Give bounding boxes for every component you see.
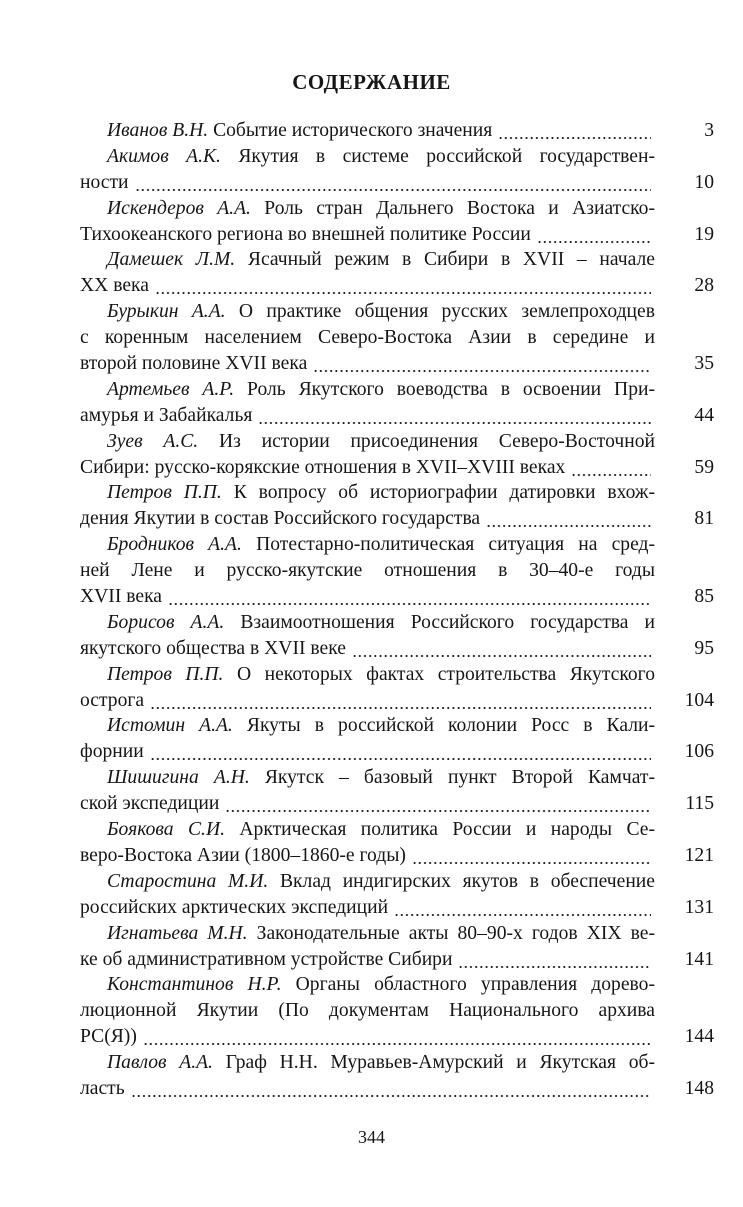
toc-text-body bbox=[107, 974, 655, 995]
toc-line bbox=[80, 170, 714, 196]
toc-line-text bbox=[80, 1050, 655, 1076]
toc-line bbox=[80, 429, 714, 455]
author-name: Искендеров А.А. bbox=[107, 197, 251, 219]
author-name: Петров П.П. bbox=[107, 482, 222, 504]
toc-line-text bbox=[80, 170, 655, 196]
toc-entry bbox=[80, 377, 714, 429]
page-column-spacer bbox=[655, 1050, 714, 1076]
toc-line-text bbox=[80, 713, 655, 739]
toc-entry bbox=[80, 144, 714, 196]
toc-text-body bbox=[80, 843, 406, 869]
toc-text-body bbox=[107, 664, 655, 685]
entry-page-number: 104 bbox=[684, 689, 714, 711]
toc-line-text bbox=[80, 351, 655, 377]
page-column-spacer bbox=[655, 299, 714, 325]
toc-entry bbox=[80, 713, 714, 765]
toc-text-body bbox=[80, 273, 149, 299]
entry-page-number: 95 bbox=[694, 637, 714, 659]
toc-line bbox=[80, 506, 714, 532]
entry-title-text: второй половине XVII века bbox=[80, 353, 308, 375]
toc-text-body bbox=[107, 767, 655, 788]
toc-line bbox=[80, 739, 714, 765]
toc-line bbox=[80, 921, 714, 947]
entry-title-text: ской экспедиции bbox=[80, 793, 220, 815]
entry-title-text: ней Лене и русско-якутские отношения в 30–40-е годы bbox=[80, 560, 655, 582]
entry-title-text: РС(Я)) bbox=[80, 1026, 137, 1048]
dot-leader bbox=[225, 791, 651, 817]
entry-title-text: острога bbox=[80, 689, 145, 711]
toc-line-text bbox=[80, 144, 655, 170]
toc-line bbox=[80, 222, 714, 248]
entry-title-text: Роль Якутского воеводства в освоении При- bbox=[247, 378, 655, 400]
entry-title-text: с коренным населением Северо-Востока Азии в середине и bbox=[80, 327, 655, 349]
toc-entry bbox=[80, 765, 714, 817]
dot-leader bbox=[458, 947, 651, 973]
author-name: Боякова С.И. bbox=[107, 819, 225, 841]
page-column-spacer bbox=[655, 532, 714, 558]
toc-line bbox=[80, 765, 714, 791]
page-title: СОДЕРЖАНИЕ bbox=[292, 70, 451, 94]
toc-text-body bbox=[80, 403, 252, 429]
toc-text-body bbox=[80, 170, 129, 196]
toc-line-text bbox=[80, 403, 655, 429]
entry-title-text: Роль стран Дальнего Востока и Азиатско- bbox=[264, 197, 655, 219]
author-name: Константинов Н.Р. bbox=[107, 974, 282, 996]
page-column-spacer bbox=[655, 325, 714, 351]
entry-page-number: 81 bbox=[694, 508, 714, 530]
toc-line bbox=[80, 662, 714, 688]
page-column-spacer bbox=[655, 558, 714, 584]
toc-text-body bbox=[80, 1000, 655, 1021]
entry-page-number: 85 bbox=[694, 586, 714, 608]
toc-line bbox=[80, 532, 714, 558]
toc-line bbox=[80, 972, 714, 998]
toc-line bbox=[80, 1076, 714, 1102]
toc-text-body bbox=[80, 791, 219, 817]
toc-line-text bbox=[80, 558, 655, 584]
entry-title-text: Законодательные акты 80–90-х годов XIX ве- bbox=[256, 922, 655, 944]
entry-page-number: 59 bbox=[694, 456, 714, 478]
toc-text-body bbox=[107, 534, 655, 555]
toc-line-text bbox=[80, 247, 655, 273]
page-column-spacer bbox=[655, 247, 714, 273]
entry-page-number: 3 bbox=[704, 120, 714, 141]
toc-entry bbox=[80, 247, 714, 299]
toc-line bbox=[80, 791, 714, 817]
entry-title-text: О практике общения русских землепроходцев bbox=[238, 301, 655, 323]
table-of-contents bbox=[80, 118, 714, 1102]
page-column-spacer bbox=[655, 610, 714, 636]
toc-line-text bbox=[80, 610, 655, 636]
toc-text-body bbox=[107, 871, 655, 892]
toc-text-body bbox=[80, 455, 565, 481]
page-column-spacer bbox=[655, 196, 714, 222]
toc-entry bbox=[80, 662, 714, 714]
toc-line-text bbox=[80, 506, 655, 532]
toc-text-body bbox=[107, 923, 655, 944]
entry-title-text: люционной Якутии (По документам Национального архива bbox=[80, 1000, 655, 1022]
entry-page-number: 19 bbox=[694, 223, 714, 245]
page-column-spacer bbox=[655, 144, 714, 170]
toc-line bbox=[80, 713, 714, 739]
toc-text-body bbox=[80, 895, 388, 921]
toc-line-text bbox=[80, 1076, 655, 1102]
toc-line-text bbox=[80, 196, 655, 222]
entry-title-text: Якутск – базовый пункт Второй Камчат- bbox=[264, 767, 655, 789]
page-column-spacer bbox=[655, 998, 714, 1024]
entry-page-number: 35 bbox=[694, 353, 714, 375]
toc-line bbox=[80, 947, 714, 973]
toc-line-text bbox=[80, 273, 655, 299]
page-column-spacer bbox=[655, 869, 714, 895]
toc-text-body bbox=[80, 351, 307, 377]
dot-leader bbox=[131, 1076, 651, 1102]
toc-text-body bbox=[107, 379, 655, 400]
dot-leader bbox=[571, 455, 651, 481]
page-column-spacer bbox=[655, 713, 714, 739]
toc-text-body bbox=[107, 819, 655, 840]
toc-text-body bbox=[107, 249, 655, 270]
toc-line-text bbox=[80, 455, 655, 481]
entry-title-text: Якутия в системе российской государствен- bbox=[238, 145, 655, 167]
author-name: Игнатьева М.Н. bbox=[107, 922, 248, 944]
toc-line-text bbox=[80, 817, 655, 843]
entry-title-text: Якуты в российской колонии Росс в Кали- bbox=[246, 715, 655, 737]
toc-line bbox=[80, 455, 714, 481]
toc-line-text bbox=[80, 325, 655, 351]
toc-text-body bbox=[107, 301, 655, 322]
toc-text-body bbox=[80, 739, 144, 765]
dot-leader bbox=[486, 506, 651, 532]
toc-entry bbox=[80, 196, 714, 248]
toc-line-text bbox=[80, 947, 655, 973]
entry-title-text: Арктическая политика России и народы Се- bbox=[239, 819, 655, 841]
entry-title-text: Из истории присоединения Северо-Восточной bbox=[218, 430, 655, 452]
author-name: Дамешек Л.М. bbox=[107, 249, 236, 271]
toc-line-text bbox=[80, 299, 655, 325]
dot-leader bbox=[155, 273, 651, 299]
entry-page-number: 44 bbox=[694, 404, 714, 426]
entry-title-text: веро-Востока Азии (1800–1860-е годы) bbox=[80, 844, 406, 866]
author-name: Истомин А.А. bbox=[107, 715, 233, 737]
toc-text-body bbox=[80, 947, 452, 973]
entry-title-text: ласть bbox=[80, 1077, 125, 1099]
toc-line-text bbox=[80, 584, 655, 610]
author-name: Бродников А.А. bbox=[107, 534, 242, 556]
toc-line bbox=[80, 998, 714, 1024]
author-name: Зуев А.С. bbox=[107, 430, 199, 452]
dot-leader bbox=[412, 843, 651, 869]
toc-line-text bbox=[80, 765, 655, 791]
toc-entry bbox=[80, 921, 714, 973]
toc-line bbox=[80, 273, 714, 299]
entry-title-text: якутского общества в XVII веке bbox=[80, 637, 346, 659]
toc-line-text bbox=[80, 636, 655, 662]
toc-line-text bbox=[80, 895, 655, 921]
toc-entry bbox=[80, 429, 714, 481]
toc-entry bbox=[80, 1050, 714, 1102]
entry-page-number: 141 bbox=[684, 948, 714, 970]
dot-leader bbox=[150, 739, 651, 765]
toc-line-text bbox=[80, 739, 655, 765]
toc-line-text bbox=[80, 1024, 655, 1050]
toc-text-body bbox=[107, 482, 655, 503]
author-name: Иванов В.Н. bbox=[107, 120, 209, 141]
page-column-spacer bbox=[655, 921, 714, 947]
toc-line bbox=[80, 377, 714, 403]
toc-entry bbox=[80, 118, 714, 144]
author-name: Шишигина А.Н. bbox=[107, 767, 250, 789]
toc-text-body bbox=[80, 118, 492, 144]
entry-title-text: Сибири: русско-корякские отношения в XVII–XVIII веках bbox=[80, 456, 566, 478]
toc-text-body bbox=[80, 584, 162, 610]
author-name: Акимов А.К. bbox=[107, 145, 221, 167]
toc-text-body bbox=[80, 327, 655, 348]
entry-title-text: Ясачный режим в Сибири в XVII – начале bbox=[247, 249, 655, 271]
toc-line-text bbox=[80, 662, 655, 688]
entry-page-number: 106 bbox=[684, 741, 714, 763]
entry-page-number: 28 bbox=[694, 275, 714, 297]
entry-title-text: Взаимоотношения Российского государства и bbox=[240, 611, 655, 633]
page-column-spacer bbox=[655, 480, 714, 506]
toc-line bbox=[80, 403, 714, 429]
toc-line bbox=[80, 1024, 714, 1050]
toc-line-text bbox=[80, 972, 655, 998]
page-column-spacer bbox=[655, 765, 714, 791]
toc-text-body bbox=[80, 688, 144, 714]
toc-line bbox=[80, 351, 714, 377]
toc-line-text bbox=[80, 688, 655, 714]
toc-line bbox=[80, 895, 714, 921]
dot-leader bbox=[394, 895, 651, 921]
author-name: Петров П.П. bbox=[107, 663, 224, 685]
toc-text-body bbox=[80, 636, 346, 662]
toc-text-body bbox=[107, 431, 655, 452]
toc-text-body bbox=[80, 1024, 137, 1050]
entry-title-text: ке об административном устройстве Сибири bbox=[80, 948, 453, 970]
toc-line bbox=[80, 196, 714, 222]
toc-entry bbox=[80, 817, 714, 869]
toc-entry bbox=[80, 869, 714, 921]
toc-line bbox=[80, 144, 714, 170]
toc-line-text bbox=[80, 480, 655, 506]
page-column-spacer bbox=[655, 429, 714, 455]
toc-text-body bbox=[80, 506, 480, 532]
toc-line-text bbox=[80, 843, 655, 869]
entry-title-text: форнии bbox=[80, 741, 144, 763]
toc-line bbox=[80, 817, 714, 843]
toc-line bbox=[80, 843, 714, 869]
toc-text-body bbox=[107, 198, 655, 219]
toc-line bbox=[80, 688, 714, 714]
entry-page-number: 10 bbox=[694, 171, 714, 193]
toc-line bbox=[80, 299, 714, 325]
dot-leader bbox=[313, 351, 651, 377]
dot-leader bbox=[168, 584, 651, 610]
entry-title-text: XVII века bbox=[80, 586, 163, 608]
toc-line-text bbox=[80, 118, 655, 144]
toc-entry bbox=[80, 610, 714, 662]
entry-page-number: 131 bbox=[684, 896, 714, 918]
entry-title-text: Органы областного управления дорево- bbox=[295, 974, 655, 996]
entry-page-number: 121 bbox=[684, 844, 714, 866]
toc-line bbox=[80, 584, 714, 610]
toc-line bbox=[80, 118, 714, 144]
toc-text-body bbox=[80, 1076, 125, 1102]
entry-page-number: 115 bbox=[685, 793, 714, 815]
dot-leader bbox=[258, 403, 651, 429]
author-name: Борисов А.А. bbox=[107, 611, 225, 633]
entry-title-text: амурья и Забайкалья bbox=[80, 404, 253, 426]
toc-text-body bbox=[80, 560, 655, 581]
entry-title-text: Вклад индигирских якутов в обеспечение bbox=[279, 870, 655, 892]
entry-title-text: Потестарно-политическая ситуация на сред- bbox=[256, 534, 655, 556]
toc-entry bbox=[80, 532, 714, 610]
toc-line bbox=[80, 558, 714, 584]
author-name: Павлов А.А. bbox=[107, 1052, 213, 1074]
author-name: Старостина М.И. bbox=[107, 870, 269, 892]
toc-line bbox=[80, 325, 714, 351]
dot-leader bbox=[143, 1024, 651, 1050]
author-name: Артемьев А.Р. bbox=[107, 378, 235, 400]
toc-text-body bbox=[107, 146, 655, 167]
toc-line bbox=[80, 610, 714, 636]
toc-line-text bbox=[80, 998, 655, 1024]
page-column-spacer bbox=[655, 377, 714, 403]
entry-title-text: Тихоокеанского региона во внешней политике России bbox=[80, 223, 531, 245]
entry-title-text: XX века bbox=[80, 275, 149, 297]
toc-line-text bbox=[80, 377, 655, 403]
entry-title-text: Событие исторического значения bbox=[213, 120, 493, 141]
entry-title-text: российских арктических экспедиций bbox=[80, 896, 389, 918]
dot-leader bbox=[537, 222, 651, 248]
author-name: Бурыкин А.А. bbox=[107, 301, 226, 323]
toc-line-text bbox=[80, 869, 655, 895]
toc-line bbox=[80, 1050, 714, 1076]
toc-text-body bbox=[107, 612, 655, 633]
toc-line-text bbox=[80, 791, 655, 817]
toc-entry bbox=[80, 480, 714, 532]
toc-line bbox=[80, 636, 714, 662]
toc-line bbox=[80, 869, 714, 895]
entry-page-number: 144 bbox=[684, 1026, 714, 1048]
page-column-spacer bbox=[655, 972, 714, 998]
toc-text-body bbox=[107, 715, 655, 736]
toc-line-text bbox=[80, 222, 655, 248]
dot-leader bbox=[150, 688, 651, 714]
toc-line-text bbox=[80, 921, 655, 947]
toc-line bbox=[80, 480, 714, 506]
toc-line-text bbox=[80, 429, 655, 455]
dot-leader bbox=[352, 636, 651, 662]
entry-title-text: К вопросу об историографии датировки вхож- bbox=[233, 482, 655, 504]
toc-line bbox=[80, 247, 714, 273]
entry-title-text: Граф Н.Н. Муравьев-Амурский и Якутская об- bbox=[225, 1052, 655, 1074]
page-column-spacer bbox=[655, 817, 714, 843]
toc-line-text bbox=[80, 532, 655, 558]
toc-entry bbox=[80, 299, 714, 377]
toc-entry bbox=[80, 972, 714, 1050]
page-number: 344 bbox=[358, 1127, 385, 1147]
entry-title-text: ности bbox=[80, 171, 129, 193]
page-column-spacer bbox=[655, 662, 714, 688]
toc-text-body bbox=[107, 1052, 655, 1073]
dot-leader bbox=[135, 170, 651, 196]
toc-text-body bbox=[80, 222, 531, 248]
entry-title-text: О некоторых фактах строительства Якутского bbox=[236, 663, 655, 685]
dot-leader bbox=[498, 118, 651, 144]
entry-title-text: дения Якутии в состав Российского государства bbox=[80, 508, 481, 530]
entry-page-number: 148 bbox=[684, 1077, 714, 1099]
